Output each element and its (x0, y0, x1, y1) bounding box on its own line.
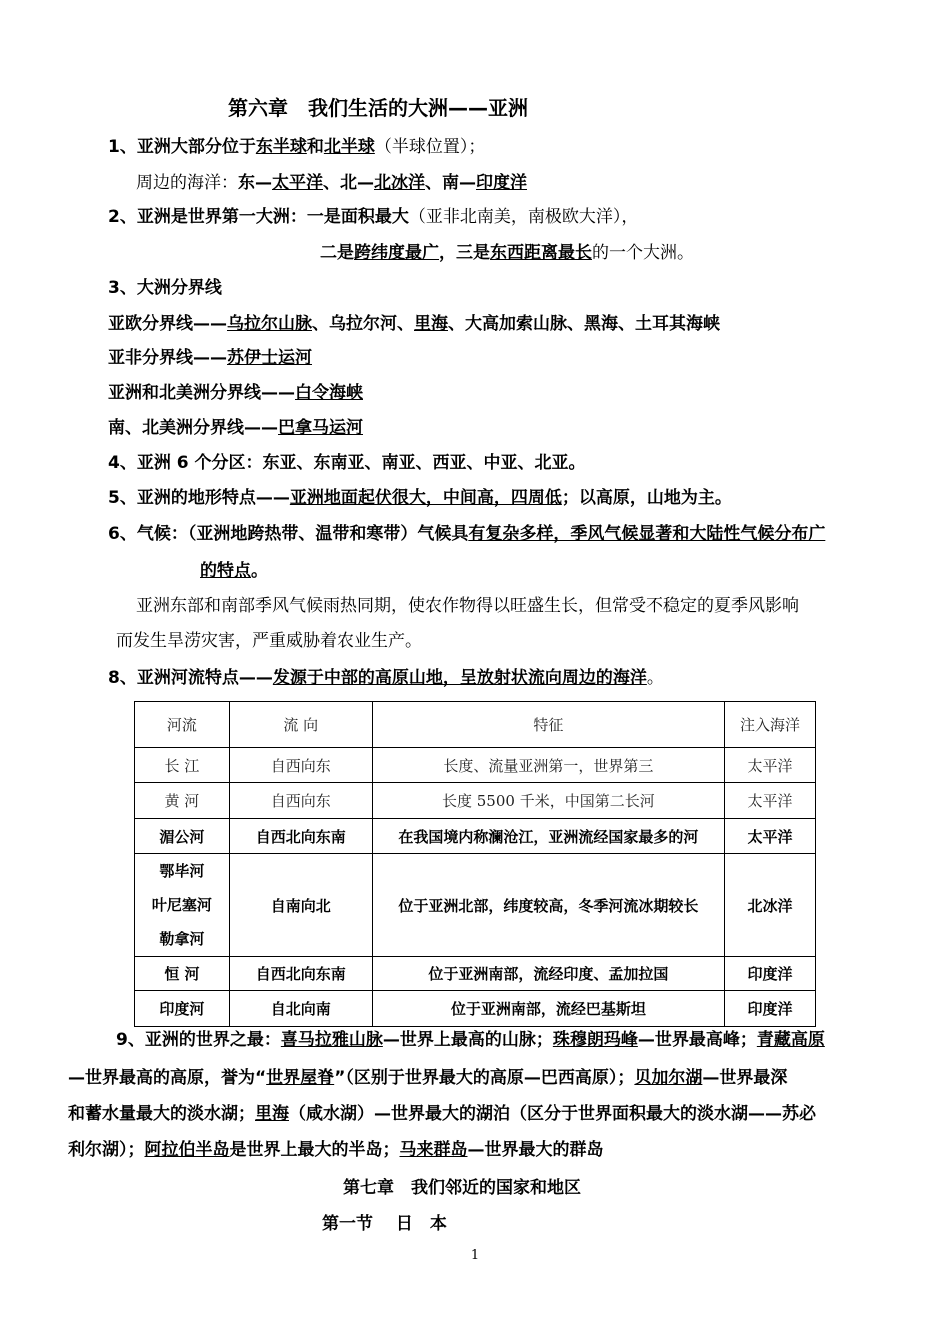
text: 东— (238, 173, 272, 193)
text: —世界上最高的山脉； (382, 1030, 553, 1050)
underlined-term: 东半球 (255, 137, 307, 157)
underlined-term: 里海 (414, 314, 448, 334)
rivers-table (134, 701, 816, 1027)
boundary-asia-north-america (108, 381, 363, 405)
text: 、北— (323, 173, 374, 193)
boundary-asia-europe (108, 312, 720, 336)
chapter-title: 第六章 我们生活的大洲——亚洲 (228, 96, 528, 120)
text: 5、亚洲的地形特点—— (108, 488, 290, 508)
underlined-term: 有复杂多样，季风气候显著和大陆性气候分布广 (468, 524, 826, 544)
section-1-oceans (136, 171, 527, 195)
section-4-regions: 4、亚洲 6 个分区：东亚、东南亚、南亚、西亚、中亚、北亚。 (108, 453, 586, 473)
boundary-asia-africa (108, 346, 312, 370)
underlined-term: 喜马拉雅山脉 (280, 1030, 383, 1050)
feature-cell: 位于亚洲北部，纬度较高，冬季河流冰期较长 (372, 854, 724, 957)
table-header-row (135, 702, 816, 748)
note: 的一个大洲。 (592, 243, 694, 263)
text: 二是 (320, 243, 354, 263)
river-cell: 湄公河 (135, 819, 230, 854)
header-cell: 河流 (135, 702, 230, 748)
text: —世界最高的高原，誉为“ (68, 1068, 267, 1088)
ocean-cell: 北冰洋 (725, 854, 816, 957)
table-row (135, 748, 816, 783)
text: 亚非分界线—— (108, 348, 227, 368)
flow-cell: 自西北向东南 (229, 819, 372, 854)
text: —世界最大的群岛 (467, 1140, 604, 1160)
flow-cell: 自西北向东南 (229, 957, 372, 991)
section-9-line-2 (68, 1066, 787, 1090)
text: 。 (251, 561, 268, 581)
climate-paragraph-line-2: 而发生旱涝灾害，严重威胁着农业生产。 (116, 631, 422, 651)
underlined-term: 太平洋 (272, 173, 323, 193)
underlined-term: 印度洋 (476, 173, 527, 193)
ocean-cell: 印度洋 (725, 991, 816, 1027)
section-2-line-2 (320, 241, 694, 265)
text: 2、亚洲是世界第一大洲：一是面积最大 (108, 207, 409, 227)
underlined-term: 里海 (255, 1104, 289, 1124)
river-cell: 长 江 (135, 748, 230, 783)
text: 1、亚洲大部分位于 (108, 137, 256, 157)
feature-cell: 长度、流量亚洲第一，世界第三 (372, 748, 724, 783)
text: 亚欧分界线—— (108, 314, 227, 334)
ocean-cell: 印度洋 (725, 957, 816, 991)
underlined-term: 北冰洋 (374, 173, 425, 193)
underlined-term: 珠穆朗玛峰 (552, 1030, 638, 1050)
text: —世界最深 (702, 1068, 788, 1088)
section-9-line-4 (68, 1138, 604, 1162)
underlined-term: 跨纬度最广 (354, 243, 439, 263)
text: ，三是 (439, 243, 490, 263)
feature-cell: 位于亚洲南部，流经巴基斯坦 (372, 991, 724, 1027)
table-row (135, 957, 816, 991)
section-title-japan: 第一节 日 本 (322, 1214, 447, 1234)
table-row (135, 783, 816, 819)
header-cell: 流 向 (229, 702, 372, 748)
header-cell: 注入海洋 (725, 702, 816, 748)
river-cell: 恒 河 (135, 957, 230, 991)
text: 利尔湖）； (68, 1140, 145, 1160)
text: 、南— (425, 173, 476, 193)
boundary-americas (108, 416, 363, 440)
text: 。 (646, 668, 664, 688)
underlined-term: 青藏高原 (756, 1030, 825, 1050)
page-number: 1 (470, 1248, 480, 1263)
table-row (135, 854, 816, 957)
ocean-cell: 太平洋 (725, 783, 816, 819)
chapter-7-title: 第七章 我们邻近的国家和地区 (343, 1178, 581, 1198)
flow-cell: 自南向北 (229, 854, 372, 957)
text: ；以高原，山地为主。 (561, 488, 732, 508)
text: 亚洲和北美洲分界线—— (108, 383, 295, 403)
underlined-term: 贝加尔湖 (634, 1068, 703, 1088)
climate-paragraph-line-1: 亚洲东部和南部季风气候雨热同期，使农作物得以旺盛生长，但常受不稳定的夏季风影响 (136, 596, 799, 616)
underlined-term: 白令海峡 (295, 383, 363, 403)
text: 8、亚洲河流特点—— (108, 668, 273, 688)
text: 、乌拉尔河、 (312, 314, 414, 334)
text: 和 (306, 137, 324, 157)
table-row (135, 991, 816, 1027)
note: （半球位置）； (374, 137, 486, 157)
text: 和蓄水量最大的淡水湖； (68, 1104, 255, 1124)
river-cell: 印度河 (135, 991, 230, 1027)
underlined-term: 马来群岛 (399, 1140, 468, 1160)
text: 、大高加索山脉、黑海、土耳其海峡 (448, 314, 720, 334)
text: 南、北美洲分界线—— (108, 418, 278, 438)
underlined-term: 亚洲地面起伏很大，中间高，四周低 (289, 488, 562, 508)
note: （亚非北南美，南极欧大洋）， (408, 207, 639, 227)
underlined-term: 苏伊士运河 (227, 348, 312, 368)
river-cell: 黄 河 (135, 783, 230, 819)
label: 周边的海洋： (136, 173, 238, 193)
river-name: 叶尼塞河 (151, 896, 212, 914)
ocean-cell: 太平洋 (725, 819, 816, 854)
underlined-term: 的特点 (200, 561, 251, 581)
underlined-term: 世界屋脊 (266, 1068, 335, 1088)
underlined-term: 东西距离最长 (490, 243, 592, 263)
flow-cell: 自西向东 (229, 748, 372, 783)
section-9-line-3 (68, 1102, 816, 1126)
ocean-cell: 太平洋 (725, 748, 816, 783)
table-row (135, 819, 816, 854)
feature-cell: 在我国境内称澜沧江，亚洲流经国家最多的河 (372, 819, 724, 854)
feature-cell: 长度 5500 千米，中国第二长河 (372, 783, 724, 819)
underlined-term: 阿拉伯半岛 (144, 1140, 230, 1160)
section-9-line-1 (116, 1028, 825, 1052)
section-5-terrain (108, 486, 732, 510)
river-cell (135, 854, 230, 957)
text: ”（区别于世界最大的高原—巴西高原）； (334, 1068, 635, 1088)
section-6-climate-line-1 (108, 522, 825, 546)
text: —世界最高峰； (637, 1030, 757, 1050)
feature-cell: 位于亚洲南部，流经印度、孟加拉国 (372, 957, 724, 991)
underlined-term: 北半球 (323, 137, 375, 157)
text: 是世界上最大的半岛； (229, 1140, 400, 1160)
underlined-term: 乌拉尔山脉 (227, 314, 312, 334)
text: （咸水湖）—世界最大的湖泊（区分于世界面积最大的淡水湖——苏必 (289, 1104, 816, 1124)
flow-cell: 自北向南 (229, 991, 372, 1027)
flow-cell: 自西向东 (229, 783, 372, 819)
text: 9、亚洲的世界之最： (116, 1030, 281, 1050)
section-8-rivers (108, 666, 664, 690)
river-name: 勒拿河 (159, 930, 205, 948)
section-1-hemisphere (108, 135, 485, 159)
header-cell: 特征 (372, 702, 724, 748)
text: 6、气候：（亚洲地跨热带、温带和寒带）气候具 (108, 524, 469, 544)
underlined-term: 巴拿马运河 (278, 418, 363, 438)
section-2-line-1 (108, 205, 638, 229)
underlined-term: 发源于中部的高原山地，呈放射状流向周边的海洋 (272, 668, 647, 688)
section-3-heading: 3、大洲分界线 (108, 278, 222, 298)
section-6-climate-line-2 (200, 559, 268, 583)
river-name: 鄂毕河 (159, 862, 205, 880)
